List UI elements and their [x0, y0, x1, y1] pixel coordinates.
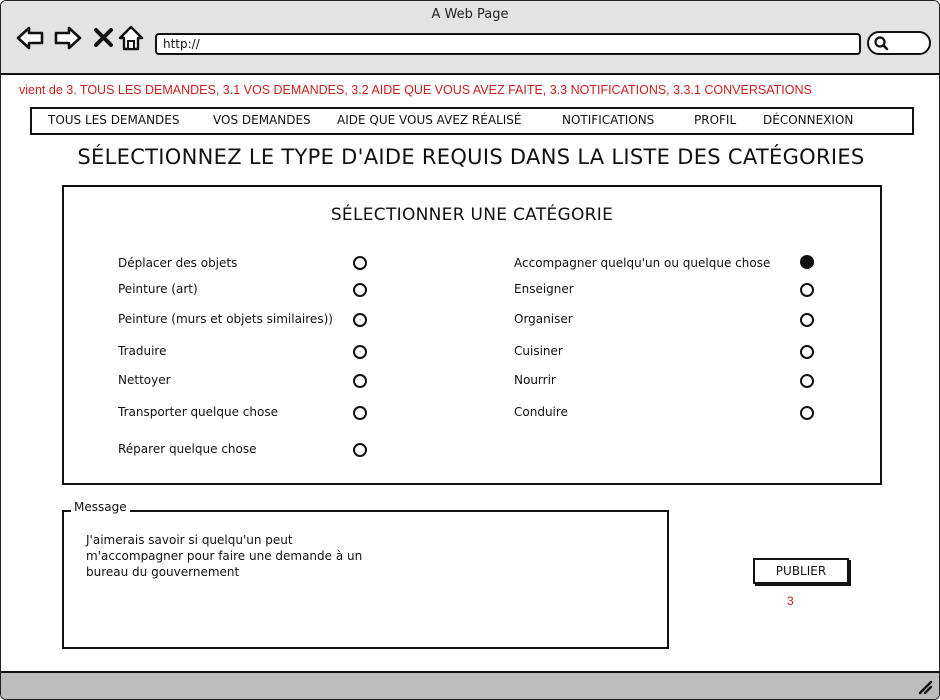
- category-radio-peinture-art[interactable]: [353, 283, 367, 297]
- main-menu: [30, 107, 914, 135]
- menu-item-tous-les-demandes[interactable]: TOUS LES DEMANDES: [48, 113, 180, 127]
- page-title: SÉLECTIONNEZ LE TYPE D'AIDE REQUIS DANS LA LISTE DES CATÉGORIES: [77, 145, 865, 169]
- menu-item-notifications[interactable]: NOTIFICATIONS: [562, 113, 655, 127]
- publish-button[interactable]: PUBLIER: [753, 558, 849, 584]
- category-label-reparer: Réparer quelque chose: [118, 442, 257, 456]
- category-label-enseigner: Enseigner: [514, 282, 574, 296]
- category-label-cuisiner: Cuisiner: [514, 344, 563, 358]
- category-label-nourrir: Nourrir: [514, 373, 556, 387]
- category-panel: [62, 185, 882, 485]
- category-label-peinture-art: Peinture (art): [118, 282, 198, 296]
- category-radio-peinture-murs[interactable]: [353, 313, 367, 327]
- menu-item-profil[interactable]: PROFIL: [694, 113, 737, 127]
- forward-arrow-icon[interactable]: [53, 23, 83, 53]
- close-x-icon[interactable]: [89, 23, 119, 53]
- category-radio-traduire[interactable]: [353, 345, 367, 359]
- browser-titlebar: [1, 1, 939, 75]
- category-panel-title: SÉLECTIONNER UNE CATÉGORIE: [330, 205, 614, 225]
- category-radio-nourrir[interactable]: [800, 374, 814, 388]
- browser-statusbar: [1, 671, 939, 700]
- category-radio-deplacer[interactable]: [353, 256, 367, 270]
- category-radio-transporter[interactable]: [353, 406, 367, 420]
- menu-item-deconnexion[interactable]: DÉCONNEXION: [763, 113, 854, 127]
- category-radio-enseigner[interactable]: [800, 283, 814, 297]
- category-radio-organiser[interactable]: [800, 313, 814, 327]
- message-label: Message: [71, 500, 130, 514]
- window-title: A Web Page: [431, 7, 509, 22]
- search-icon: [873, 35, 889, 51]
- category-radio-cuisiner[interactable]: [800, 345, 814, 359]
- menu-item-aide-realise[interactable]: AIDE QUE VOUS AVEZ RÉALISÉ: [337, 113, 522, 127]
- category-label-peinture-murs: Peinture (murs et objets similaires)): [118, 312, 333, 326]
- menu-item-vos-demandes[interactable]: VOS DEMANDES: [213, 113, 311, 127]
- message-text: J'aimerais savoir si quelqu'un peut m'accompagner pour faire une demande à un bureau du gouvernement: [86, 533, 363, 579]
- message-textarea[interactable]: [62, 510, 669, 649]
- navigation-annotation: vient de 3. TOUS LES DEMANDES, 3.1 VOS DEMANDES, 3.2 AIDE QUE VOUS AVEZ FAITE, 3.3 NOTIFICATIONS, 3.3.1 CONVERSATIONS: [19, 83, 812, 97]
- category-label-nettoyer: Nettoyer: [118, 373, 171, 387]
- publish-annotation: 3: [787, 594, 794, 608]
- resize-grip-icon[interactable]: [917, 679, 933, 695]
- category-label-conduire: Conduire: [514, 405, 568, 419]
- browser-search-box[interactable]: [867, 31, 931, 55]
- category-label-accompagner: Accompagner quelqu'un ou quelque chose: [514, 256, 771, 270]
- category-label-traduire: Traduire: [118, 344, 167, 358]
- category-label-deplacer: Déplacer des objets: [118, 256, 238, 270]
- back-arrow-icon[interactable]: [15, 23, 45, 53]
- category-label-organiser: Organiser: [514, 312, 573, 326]
- category-radio-reparer[interactable]: [353, 443, 367, 457]
- category-radio-conduire[interactable]: [800, 406, 814, 420]
- category-label-transporter: Transporter quelque chose: [118, 405, 278, 419]
- category-radio-accompagner[interactable]: [800, 255, 814, 269]
- category-radio-nettoyer[interactable]: [353, 374, 367, 388]
- home-icon[interactable]: [117, 23, 147, 53]
- url-bar[interactable]: http://: [155, 33, 861, 55]
